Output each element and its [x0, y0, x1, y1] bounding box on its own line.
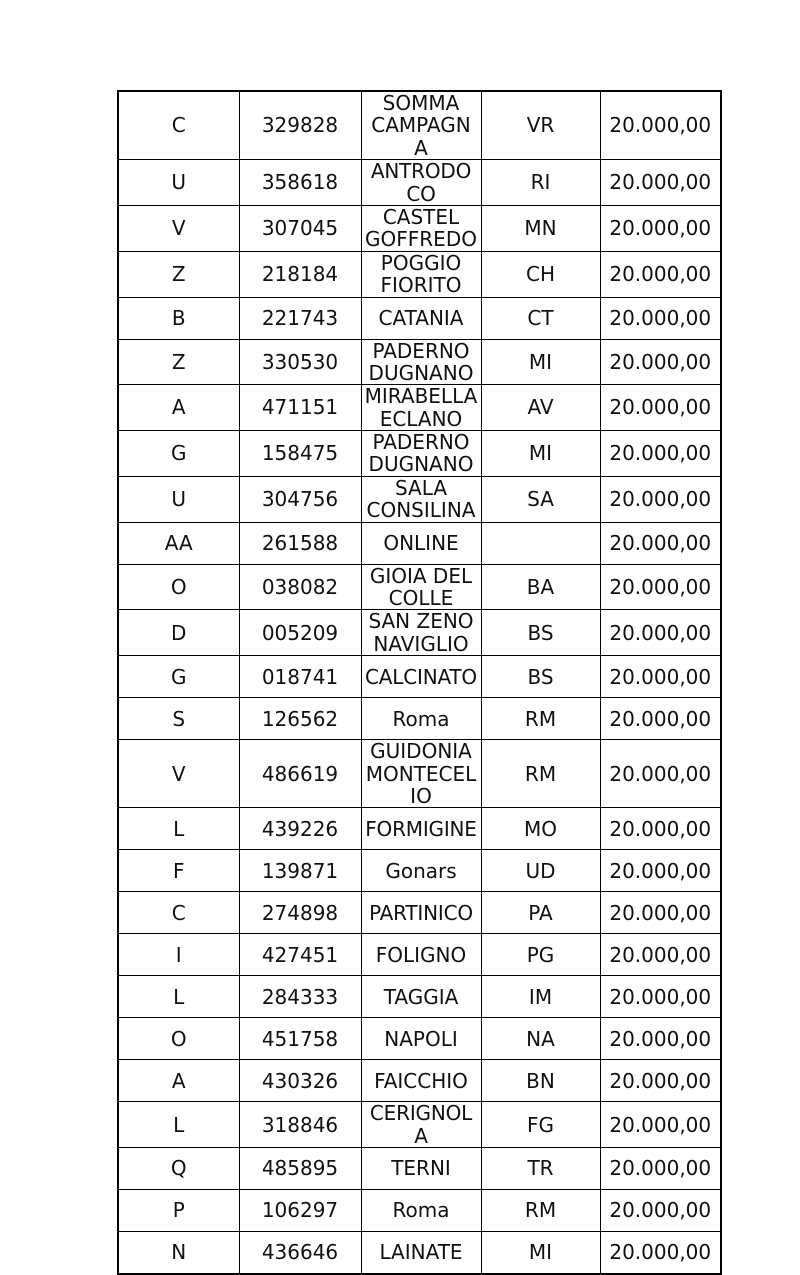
amount-cell: 20.000,00 — [600, 1148, 721, 1190]
city-cell: SALA CONSILINA — [361, 476, 481, 522]
letter-cell: AA — [118, 522, 239, 564]
code-cell: 439226 — [239, 808, 361, 850]
letter-cell: L — [118, 1102, 239, 1148]
province-cell: CT — [481, 297, 600, 339]
amount-cell: 20.000,00 — [600, 850, 721, 892]
province-cell: MO — [481, 808, 600, 850]
amount-cell: 20.000,00 — [600, 1018, 721, 1060]
province-cell: UD — [481, 850, 600, 892]
table-row — [118, 385, 721, 431]
city-cell: TERNI — [361, 1148, 481, 1190]
letter-cell: G — [118, 656, 239, 698]
table-row — [118, 934, 721, 976]
beneficiaries-table — [117, 90, 722, 1275]
code-cell: 485895 — [239, 1148, 361, 1190]
city-cell: ONLINE — [361, 522, 481, 564]
amount-cell: 20.000,00 — [600, 297, 721, 339]
code-cell: 486619 — [239, 740, 361, 808]
letter-cell: Q — [118, 1148, 239, 1190]
city-cell: Roma — [361, 1190, 481, 1232]
code-cell: 304756 — [239, 476, 361, 522]
province-cell: RM — [481, 740, 600, 808]
city-cell: CATANIA — [361, 297, 481, 339]
letter-cell: O — [118, 1018, 239, 1060]
province-cell: FG — [481, 1102, 600, 1148]
letter-cell: U — [118, 160, 239, 206]
amount-cell: 20.000,00 — [600, 610, 721, 656]
code-cell: 018741 — [239, 656, 361, 698]
letter-cell: O — [118, 564, 239, 610]
amount-cell: 20.000,00 — [600, 976, 721, 1018]
table-row — [118, 91, 721, 160]
province-cell: BN — [481, 1060, 600, 1102]
province-cell: TR — [481, 1148, 600, 1190]
table-row — [118, 610, 721, 656]
province-cell: BA — [481, 564, 600, 610]
letter-cell: A — [118, 385, 239, 431]
amount-cell: 20.000,00 — [600, 1060, 721, 1102]
table-body — [118, 91, 721, 1274]
city-cell: Roma — [361, 698, 481, 740]
province-cell: CH — [481, 251, 600, 297]
letter-cell: B — [118, 297, 239, 339]
city-cell: CERIGNOLA — [361, 1102, 481, 1148]
table-row — [118, 740, 721, 808]
province-cell: PA — [481, 892, 600, 934]
province-cell: SA — [481, 476, 600, 522]
city-cell: PADERNO DUGNANO — [361, 339, 481, 385]
letter-cell: Z — [118, 339, 239, 385]
table-row — [118, 1190, 721, 1232]
letter-cell: U — [118, 476, 239, 522]
city-cell: ANTRODOCO — [361, 160, 481, 206]
table-row — [118, 1102, 721, 1148]
letter-cell: V — [118, 205, 239, 251]
amount-cell: 20.000,00 — [600, 564, 721, 610]
table-row — [118, 564, 721, 610]
amount-cell: 20.000,00 — [600, 1190, 721, 1232]
amount-cell: 20.000,00 — [600, 1232, 721, 1275]
code-cell: 126562 — [239, 698, 361, 740]
amount-cell: 20.000,00 — [600, 808, 721, 850]
code-cell: 005209 — [239, 610, 361, 656]
city-cell: SOMMA CAMPAGNA — [361, 91, 481, 160]
code-cell: 218184 — [239, 251, 361, 297]
table-row — [118, 160, 721, 206]
table-row — [118, 339, 721, 385]
city-cell: NAPOLI — [361, 1018, 481, 1060]
province-cell: PG — [481, 934, 600, 976]
table-row — [118, 850, 721, 892]
code-cell: 106297 — [239, 1190, 361, 1232]
province-cell: AV — [481, 385, 600, 431]
code-cell: 274898 — [239, 892, 361, 934]
table-row — [118, 1148, 721, 1190]
letter-cell: V — [118, 740, 239, 808]
code-cell: 358618 — [239, 160, 361, 206]
city-cell: CASTEL GOFFREDO — [361, 205, 481, 251]
amount-cell: 20.000,00 — [600, 91, 721, 160]
table-row — [118, 892, 721, 934]
city-cell: GUIDONIA MONTECELIO — [361, 740, 481, 808]
amount-cell: 20.000,00 — [600, 522, 721, 564]
table-row — [118, 698, 721, 740]
letter-cell: L — [118, 808, 239, 850]
amount-cell: 20.000,00 — [600, 431, 721, 477]
letter-cell: I — [118, 934, 239, 976]
letter-cell: S — [118, 698, 239, 740]
province-cell: NA — [481, 1018, 600, 1060]
province-cell: BS — [481, 610, 600, 656]
amount-cell: 20.000,00 — [600, 1102, 721, 1148]
table-row — [118, 656, 721, 698]
code-cell: 038082 — [239, 564, 361, 610]
city-cell: PADERNO DUGNANO — [361, 431, 481, 477]
amount-cell: 20.000,00 — [600, 160, 721, 206]
code-cell: 158475 — [239, 431, 361, 477]
code-cell: 436646 — [239, 1232, 361, 1275]
letter-cell: D — [118, 610, 239, 656]
table-row — [118, 297, 721, 339]
province-cell: MN — [481, 205, 600, 251]
city-cell: GIOIA DEL COLLE — [361, 564, 481, 610]
code-cell: 427451 — [239, 934, 361, 976]
letter-cell: C — [118, 892, 239, 934]
table-row — [118, 251, 721, 297]
letter-cell: L — [118, 976, 239, 1018]
table-row — [118, 1232, 721, 1275]
city-cell: FAICCHIO — [361, 1060, 481, 1102]
city-cell: TAGGIA — [361, 976, 481, 1018]
table-row — [118, 1060, 721, 1102]
code-cell: 284333 — [239, 976, 361, 1018]
letter-cell: Z — [118, 251, 239, 297]
province-cell: RM — [481, 698, 600, 740]
code-cell: 139871 — [239, 850, 361, 892]
city-cell: SAN ZENO NAVIGLIO — [361, 610, 481, 656]
amount-cell: 20.000,00 — [600, 698, 721, 740]
code-cell: 261588 — [239, 522, 361, 564]
code-cell: 430326 — [239, 1060, 361, 1102]
province-cell: MI — [481, 431, 600, 477]
table-row — [118, 205, 721, 251]
letter-cell: F — [118, 850, 239, 892]
amount-cell: 20.000,00 — [600, 656, 721, 698]
amount-cell: 20.000,00 — [600, 476, 721, 522]
table-row — [118, 808, 721, 850]
city-cell: CALCINATO — [361, 656, 481, 698]
amount-cell: 20.000,00 — [600, 385, 721, 431]
letter-cell: C — [118, 91, 239, 160]
city-cell: LAINATE — [361, 1232, 481, 1275]
code-cell: 330530 — [239, 339, 361, 385]
code-cell: 471151 — [239, 385, 361, 431]
amount-cell: 20.000,00 — [600, 740, 721, 808]
province-cell: IM — [481, 976, 600, 1018]
amount-cell: 20.000,00 — [600, 339, 721, 385]
amount-cell: 20.000,00 — [600, 205, 721, 251]
letter-cell: G — [118, 431, 239, 477]
letter-cell: A — [118, 1060, 239, 1102]
code-cell: 329828 — [239, 91, 361, 160]
code-cell: 221743 — [239, 297, 361, 339]
city-cell: MIRABELLA ECLANO — [361, 385, 481, 431]
city-cell: POGGIO FIORITO — [361, 251, 481, 297]
table-row — [118, 1018, 721, 1060]
city-cell: PARTINICO — [361, 892, 481, 934]
table-row — [118, 476, 721, 522]
amount-cell: 20.000,00 — [600, 934, 721, 976]
province-cell: VR — [481, 91, 600, 160]
province-cell: BS — [481, 656, 600, 698]
province-cell: MI — [481, 339, 600, 385]
table-row — [118, 976, 721, 1018]
letter-cell: N — [118, 1232, 239, 1275]
province-cell — [481, 522, 600, 564]
code-cell: 318846 — [239, 1102, 361, 1148]
table-row — [118, 431, 721, 477]
city-cell: FOLIGNO — [361, 934, 481, 976]
city-cell: FORMIGINE — [361, 808, 481, 850]
code-cell: 451758 — [239, 1018, 361, 1060]
province-cell: MI — [481, 1232, 600, 1275]
amount-cell: 20.000,00 — [600, 251, 721, 297]
province-cell: RI — [481, 160, 600, 206]
city-cell: Gonars — [361, 850, 481, 892]
amount-cell: 20.000,00 — [600, 892, 721, 934]
letter-cell: P — [118, 1190, 239, 1232]
code-cell: 307045 — [239, 205, 361, 251]
province-cell: RM — [481, 1190, 600, 1232]
table-row — [118, 522, 721, 564]
